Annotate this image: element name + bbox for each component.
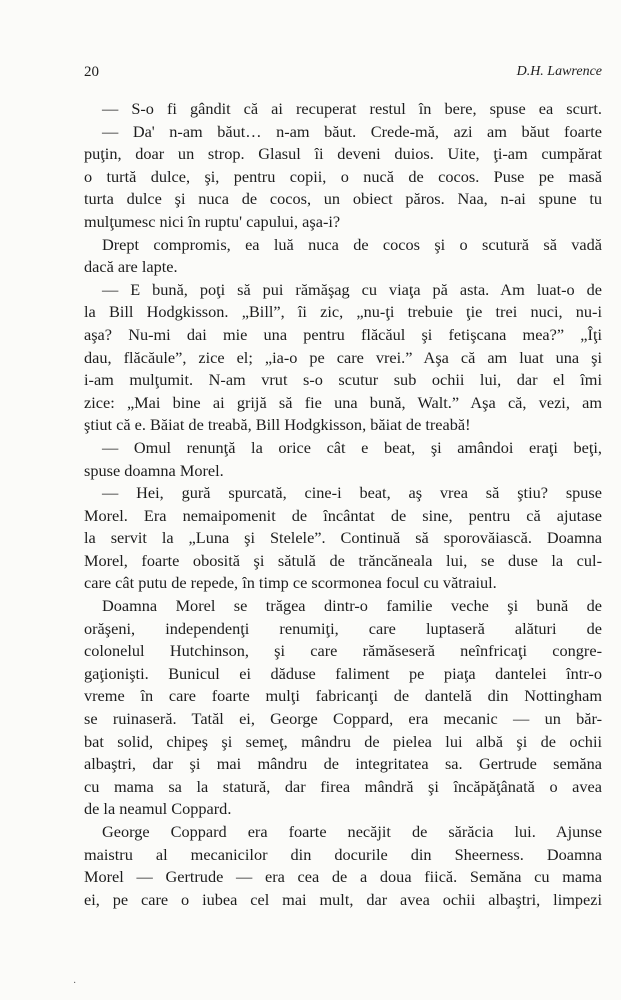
text-line: cu mama sa la statură, dar firea mândră şi încăpăţânată o avea xyxy=(84,776,602,796)
text-line: i-am mulţumit. N-am vrut s-o scutur sub ochii lui, dar el îmi xyxy=(84,370,602,390)
text-line: — S-o fi gândit că ai recuperat restul în bere, spuse ea scurt. xyxy=(102,99,602,118)
text-line: de la neamul Coppard. xyxy=(84,799,232,819)
text-line: Morel — Gertrude — era cea de a doua fiică. Semăna cu mama xyxy=(84,867,602,887)
text-line: orăşeni, independenţi renumiţi, care luptaseră alături de xyxy=(84,618,602,638)
text-line: aşa? Nu-mi dai mie una pentru flăcăul şi fetişcana mea?” „Îţi xyxy=(84,324,602,344)
text-line: Morel, foarte obosită şi sătulă de trăncăneala lui, se duse la cul- xyxy=(84,550,602,570)
text-line: turta dulce şi nuca de cocos, un obiect păros. Naa, n-ai spune tu xyxy=(84,189,602,209)
text-line: colonelul Hutchinson, şi care rămăseseră neînfricaţi congre- xyxy=(84,641,602,661)
text-line: albaştri, dar şi mai mândru de integritatea sa. Gertrude semăna xyxy=(84,754,602,774)
text-line: la Bill Hodgkisson. „Bill”, îi zic, „nu-ţi trebuie ţie trei nuci, nu-i xyxy=(84,302,602,322)
text-line: bat solid, chipeş şi semeţ, mândru de pielea lui albă şi de ochii xyxy=(84,731,602,751)
text-line: la servit la „Luna şi Stelele”. Continuă să sporovăiască. Doamna xyxy=(84,528,602,548)
text-line: ştiut că e. Băiat de treabă, Bill Hodgkisson, băiat de treabă! xyxy=(84,415,471,435)
page-header xyxy=(84,64,602,86)
text-line: se ruinaseră. Tatăl ei, George Coppard, era mecanic — un băr- xyxy=(84,709,602,729)
text-line: — Hei, gură spurcată, cine-i beat, aş vrea să ştiu? spuse xyxy=(102,483,602,503)
text-line: vreme în care foarte mulţi fabricanţi de dantelă din Nottingham xyxy=(84,686,602,706)
text-line: zice: „Mai bine ai grijă să fie una bună, Walt.” Aşa că, vezi, am xyxy=(84,392,602,412)
running-head: D.H. Lawrence xyxy=(516,64,602,79)
text-line: Drept compromis, ea luă nuca de cocos şi o scutură să vadă xyxy=(102,234,602,254)
body-text xyxy=(84,98,602,911)
text-line: ei, pe care o iubea cel mai mult, dar avea ochii albaştri, limpezi xyxy=(84,889,602,909)
text-line: dau, flăcăule”, zice el; „ia-o pe care vrei.” Aşa că am luat una şi xyxy=(84,347,602,367)
text-line: mulţumesc nici în ruptu' capului, aşa-i? xyxy=(84,211,341,231)
text-line: gaţionişti. Bunicul ei dăduse faliment pe piaţa dantelei într-o xyxy=(84,663,602,683)
text-line: puţin, doar un strop. Glasul îi deveni duios. Uite, ţi-am cumpărat xyxy=(84,144,602,164)
page-number: 20 xyxy=(84,64,99,80)
text-line: — Omul renunţă la orice cât e beat, şi amândoi eraţi beţi, xyxy=(102,437,602,457)
scan-speck: · xyxy=(73,978,77,989)
text-line: — Da' n-am băut… n-am băut. Crede-mă, azi am băut foarte xyxy=(102,121,602,141)
text-line: — E bună, poţi să pui rămăşag cu viaţa pă asta. Am luat-o de xyxy=(102,279,602,299)
text-line: care cât putu de repede, în timp ce scormonea focul cu vătraiul. xyxy=(84,573,497,593)
text-line: spuse doamna Morel. xyxy=(84,460,224,480)
text-line: o turtă dulce, şi, pentru copii, o nucă de cocos. Puse pe masă xyxy=(84,166,602,186)
text-line: maistru al mecanicilor din docurile din Sheerness. Doamna xyxy=(84,844,602,864)
text-line: dacă are lapte. xyxy=(84,257,178,277)
text-line: George Coppard era foarte necăjit de sărăcia lui. Ajunse xyxy=(102,822,602,841)
text-line: Doamna Morel se trăgea dintr-o familie veche şi bună de xyxy=(102,596,602,616)
text-line: Morel. Era nemaipomenit de încântat de sine, pentru că ajutase xyxy=(84,505,602,525)
